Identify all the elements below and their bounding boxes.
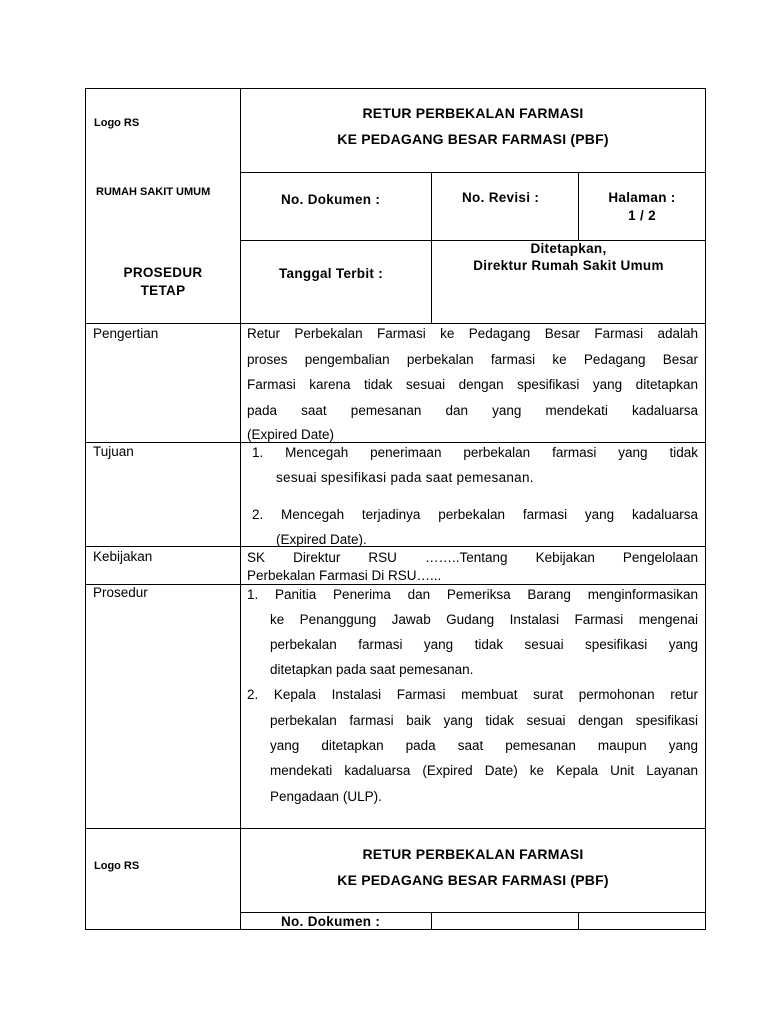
prosedur-item-1-line-4: ditetapkan pada saat pemesanan.	[270, 662, 474, 677]
tujuan-item-2-line-1: 2. Mencegah terjadinya perbekalan farmasi yang kadaluarsa	[252, 507, 698, 522]
prosedur-item-2-line-3: yang ditetapkan pada saat pemesanan maupun yang	[270, 738, 698, 753]
table-border-left	[85, 88, 86, 930]
header-row-divider-2	[240, 240, 706, 241]
row-divider-kebijakan	[85, 546, 706, 547]
prosedur-item-2-line-4: mendekati kadaluarsa (Expired Date) ke Kepala Unit Layanan	[270, 763, 698, 778]
pengertian-line-5: (Expired Date)	[247, 427, 335, 442]
footer-top-line	[85, 828, 706, 829]
halaman-label: Halaman :	[608, 190, 676, 205]
footer-title-line-1: RETUR PERBEKALAN FARMASI	[362, 846, 584, 862]
pengertian-line-1: Retur Perbekalan Farmasi ke Pedagang Besar Farmasi adalah	[247, 326, 698, 341]
footer-row-divider	[240, 912, 706, 913]
no-revisi-label: No. Revisi :	[462, 190, 540, 205]
pengertian-label: Pengertian	[93, 326, 159, 341]
pengertian-line-2: proses pengembalian perbekalan farmasi ke Pedagang Besar	[247, 352, 698, 367]
document-title-line-1: RETUR PERBEKALAN FARMASI	[362, 105, 584, 121]
tanggal-terbit-label: Tanggal Terbit :	[279, 266, 384, 281]
pengertian-line-4: pada saat pemesanan dan yang mendekati kadaluarsa	[247, 403, 698, 418]
footer-no-dokumen-label: No. Dokumen :	[281, 914, 381, 929]
footer-col-divider-revisi	[431, 912, 432, 930]
kebijakan-label: Kebijakan	[93, 549, 153, 564]
prosedur-tetap-line-2: TETAP	[140, 283, 186, 298]
logo-placeholder: Logo RS	[94, 117, 140, 129]
pengertian-line-3: Farmasi karena tidak sesuai dengan spesifikasi yang ditetapkan	[247, 377, 698, 392]
prosedur-item-2-line-2: perbekalan farmasi baik yang tidak sesuai dengan spesifikasi	[270, 713, 698, 728]
prosedur-tetap-line-1: PROSEDUR	[123, 265, 203, 280]
ditetapkan-line-2: Direktur Rumah Sakit Umum	[473, 258, 664, 273]
ditetapkan-line-1: Ditetapkan,	[530, 241, 607, 256]
header-bottom-line	[85, 323, 706, 324]
header-col-divider-halaman	[578, 172, 579, 240]
table-border-right	[705, 88, 706, 930]
halaman-value: 1 / 2	[628, 208, 656, 223]
row-divider-tujuan	[85, 442, 706, 443]
header-row-divider-1	[240, 172, 706, 173]
footer-logo-placeholder: Logo RS	[94, 860, 140, 872]
table-border-bottom	[85, 929, 706, 930]
tujuan-item-2-line-2: (Expired Date).	[276, 532, 367, 547]
no-dokumen-label: No. Dokumen :	[281, 192, 381, 207]
hospital-name: RUMAH SAKIT UMUM	[96, 186, 211, 198]
prosedur-label: Prosedur	[93, 585, 148, 600]
header-col-divider-main	[240, 88, 241, 930]
table-border-top	[85, 88, 706, 89]
prosedur-item-1-line-2: ke Penanggung Jawab Gudang Instalasi Farmasi mengenai	[270, 612, 698, 627]
tujuan-item-1-line-2: sesuai spesifikasi pada saat pemesanan.	[276, 470, 534, 485]
tujuan-item-1-line-1: 1. Mencegah penerimaan perbekalan farmasi yang tidak	[252, 445, 698, 460]
document-title-line-2: KE PEDAGANG BESAR FARMASI (PBF)	[337, 131, 609, 147]
prosedur-item-2-line-5: Pengadaan (ULP).	[270, 789, 382, 804]
footer-col-divider-halaman	[578, 912, 579, 930]
prosedur-item-1-line-1: 1. Panitia Penerima dan Pemeriksa Barang menginformasikan	[247, 587, 698, 602]
footer-title-line-2: KE PEDAGANG BESAR FARMASI (PBF)	[337, 872, 609, 888]
prosedur-item-1-line-3: perbekalan farmasi yang tidak sesuai spesifikasi yang	[270, 637, 698, 652]
kebijakan-line-1: SK Direktur RSU ……..Tentang Kebijakan Pengelolaan	[247, 550, 698, 565]
kebijakan-line-2: Perbekalan Farmasi Di RSU…...	[247, 568, 442, 583]
prosedur-item-2-line-1: 2. Kepala Instalasi Farmasi membuat surat permohonan retur	[247, 687, 698, 702]
tujuan-label: Tujuan	[93, 444, 134, 459]
row-divider-prosedur	[85, 584, 706, 585]
